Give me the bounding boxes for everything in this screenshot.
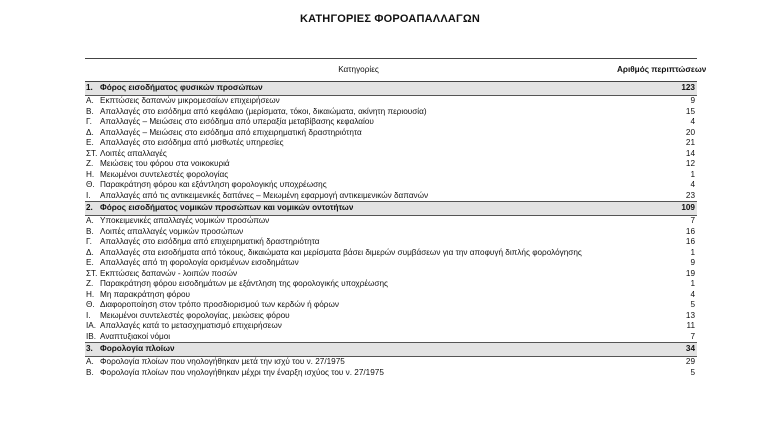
table-row	[85, 258, 697, 269]
item-code: Β.	[86, 106, 94, 116]
item-code: Γ.	[86, 117, 92, 126]
table-row	[85, 300, 697, 311]
table-row	[85, 96, 697, 107]
table-header-row	[85, 59, 697, 82]
item-label: Μειώσεις του φόρου στα νοικοκυριά	[100, 159, 230, 168]
table-body	[85, 82, 697, 379]
item-code: Β.	[86, 226, 94, 236]
item-code: Γ.	[86, 237, 92, 246]
item-label: Απαλλαγές από τη φορολογία ορισμένων εισοδημάτων	[100, 258, 299, 267]
item-label: Απαλλαγές – Μειώσεις στο εισόδημα από υπεραξία μεταβίβασης κεφαλαίου	[100, 117, 374, 126]
table-row	[85, 290, 697, 301]
item-code: Δ.	[86, 247, 94, 257]
table-row	[85, 216, 697, 227]
section-label: Φόρος εισοδήματος φυσικών προσώπων	[100, 82, 617, 96]
table-row	[85, 159, 697, 170]
table-row	[85, 311, 697, 322]
table-row	[85, 149, 697, 160]
item-count: 13	[685, 310, 695, 320]
item-count: 11	[686, 321, 695, 330]
item-code: Α.	[86, 96, 94, 105]
item-code: ΙΑ.	[86, 321, 97, 330]
item-label: Φορολογία πλοίων που νηολογήθηκαν μετά την ισχύ του ν. 27/1975	[100, 357, 345, 366]
item-label: Εκπτώσεις δαπανών - λοιπών ποσών	[100, 268, 238, 278]
table-row	[85, 357, 697, 368]
item-count: 23	[685, 190, 695, 200]
tax-exemptions-table	[85, 58, 707, 378]
item-label: Διαφοροποίηση στον τρόπο προσδιορισμού των κερδών ή φόρων	[100, 300, 339, 309]
item-code: Β.	[86, 367, 94, 377]
section-code: 1.	[85, 82, 100, 96]
table-row	[85, 321, 697, 332]
item-code: Θ.	[86, 180, 95, 189]
item-count: 5	[690, 367, 695, 377]
item-code: Η.	[86, 289, 95, 299]
item-count: 7	[690, 216, 695, 225]
item-label: Απαλλαγές από τις αντικειμενικές δαπάνες – Μειωμένη εφαρμογή αντικειμενικών δαπανών	[100, 190, 429, 200]
item-count: 4	[690, 289, 695, 299]
item-count: 4	[690, 117, 695, 126]
table-row	[85, 332, 697, 343]
table-row	[85, 107, 697, 118]
item-label: Φορολογία πλοίων που νηολογήθηκαν μέχρι την έναρξη ισχύος του ν. 27/1975	[100, 367, 384, 377]
item-count: 21	[685, 138, 695, 147]
table-row	[85, 138, 697, 149]
table-row	[85, 368, 697, 379]
item-code: ΣΤ.	[86, 268, 98, 278]
section-row	[85, 202, 697, 216]
table-row	[85, 227, 697, 238]
section-total: 34	[617, 343, 697, 357]
item-count: 9	[690, 96, 695, 105]
item-count: 14	[685, 148, 695, 158]
item-count: 5	[690, 300, 695, 309]
item-code: Θ.	[86, 300, 95, 309]
item-count: 1	[690, 247, 695, 257]
item-code: ΙΒ.	[86, 331, 97, 341]
item-count: 29	[685, 357, 695, 366]
item-label: Απαλλαγές στο εισόδημα από επιχειρηματική δραστηριότητα	[100, 237, 320, 246]
item-label: Παρακράτηση φόρου και εξάντληση φορολογικής υποχρέωσης	[100, 180, 327, 189]
page-title: ΚΑΤΗΓΟΡΙΕΣ ΦΟΡΟΑΠΑΛΛΑΓΩΝ	[300, 13, 480, 25]
section-code: 2.	[85, 202, 100, 216]
section-row	[85, 343, 697, 357]
table-row	[85, 170, 697, 181]
table-row	[85, 269, 697, 280]
header-case-count: Αριθμός περιπτώσεων	[617, 59, 697, 82]
table-row	[85, 248, 697, 259]
item-code: Ζ.	[86, 159, 94, 168]
item-label: Λοιπές απαλλαγές νομικών προσώπων	[100, 226, 244, 236]
section-total: 109	[617, 202, 697, 216]
item-code: Α.	[86, 216, 94, 225]
item-count: 16	[685, 226, 695, 236]
table-row	[85, 128, 697, 139]
table-row	[85, 279, 697, 290]
item-label: Μειωμένοι συντελεστές φορολογίας	[100, 169, 229, 179]
item-label: Απαλλαγές – Μειώσεις στο εισόδημα από επιχειρηματική δραστηριότητα	[100, 127, 362, 137]
item-count: 4	[690, 180, 695, 189]
item-code: ΣΤ.	[86, 148, 98, 158]
item-count: 15	[685, 106, 695, 116]
table-row	[85, 117, 697, 128]
item-label: Παρακράτηση φόρου εισοδημάτων με εξάντληση της φορολογικής υποχρέωσης	[100, 279, 388, 288]
section-code: 3.	[85, 343, 100, 357]
header-categories: Κατηγορίες	[100, 59, 617, 82]
item-code: Α.	[86, 357, 94, 366]
item-code: Ζ.	[86, 279, 94, 288]
item-count: 19	[685, 268, 695, 278]
item-count: 12	[685, 159, 695, 168]
item-count: 1	[690, 279, 695, 288]
table-row	[85, 191, 697, 202]
section-row	[85, 82, 697, 96]
item-label: Αναπτυξιακοί νόμοι	[100, 331, 171, 341]
item-label: Απαλλαγές στα εισοδήματα από τόκους, δικαιώματα και μερίσματα βάσει διμερών συμβάσεων για την αποφυγή διπλής φορολόγησης	[100, 247, 582, 257]
section-label: Φορολογία πλοίων	[100, 343, 617, 357]
section-total: 123	[617, 82, 697, 96]
table-row	[85, 237, 697, 248]
item-label: Εκπτώσεις δαπανών μικρομεσαίων επιχειρήσεων	[100, 96, 280, 105]
item-count: 7	[690, 331, 695, 341]
item-label: Λοιπές απαλλαγές	[100, 148, 167, 158]
item-label: Απαλλαγές στο εισόδημα από κεφάλαιο (μερίσματα, τόκοι, δικαιώματα, ακίνητη περιουσία)	[100, 106, 427, 116]
item-code: Ε.	[86, 258, 94, 267]
tax-exemptions-table-container	[85, 58, 707, 378]
item-code: Ι.	[86, 310, 91, 320]
item-label: Υποκειμενικές απαλλαγές νομικών προσώπων	[100, 216, 270, 225]
item-label: Απαλλαγές κατά το μετασχηματισμό επιχειρήσεων	[100, 321, 282, 330]
table-row	[85, 180, 697, 191]
item-code: Ε.	[86, 138, 94, 147]
item-count: 9	[690, 258, 695, 267]
section-label: Φόρος εισοδήματος νομικών προσώπων και νομικών οντοτήτων	[100, 202, 617, 216]
item-label: Μειωμένοι συντελεστές φορολογίας, μειώσεις φόρου	[100, 310, 290, 320]
item-code: Η.	[86, 169, 95, 179]
item-code: Ι.	[86, 190, 91, 200]
item-count: 20	[685, 127, 695, 137]
item-label: Μη παρακράτηση φόρου	[100, 289, 191, 299]
item-label: Απαλλαγές στο εισόδημα από μισθωτές υπηρεσίες	[100, 138, 284, 147]
item-code: Δ.	[86, 127, 94, 137]
item-count: 16	[685, 237, 695, 246]
item-count: 1	[690, 169, 695, 179]
